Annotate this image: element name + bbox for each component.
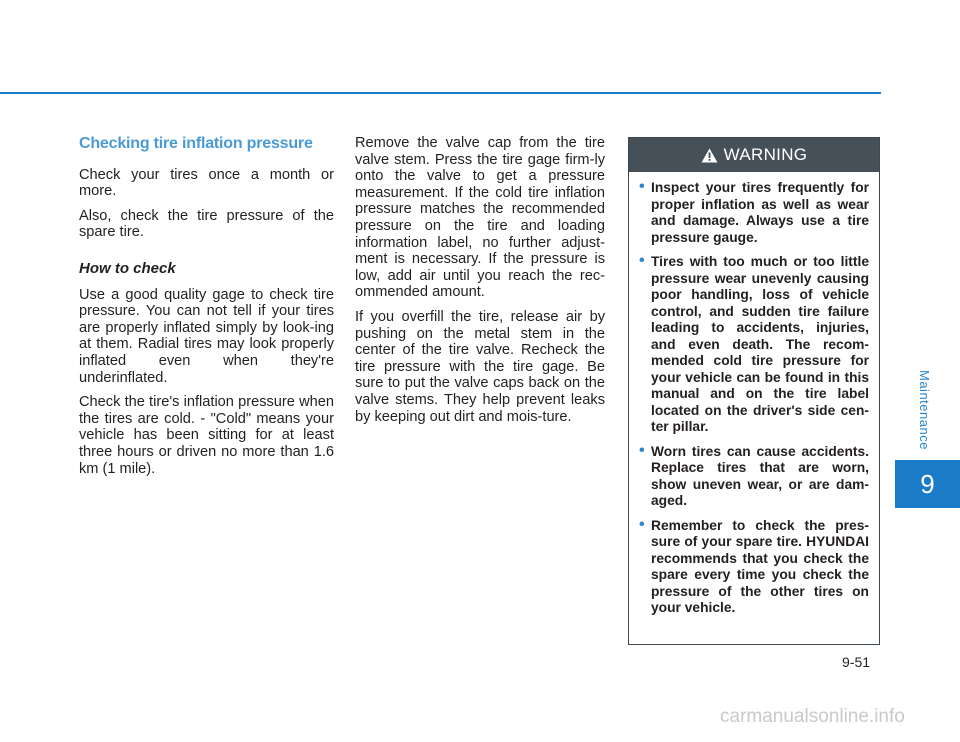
left-column (79, 136, 334, 485)
bullet-icon: • (639, 252, 645, 269)
header-rule (0, 92, 881, 94)
bullet-icon: • (639, 178, 645, 195)
warning-triangle-icon (701, 148, 718, 163)
paragraph: Also, check the tire pressure of the spare tire. (79, 207, 334, 241)
watermark: carmanualsonline.info (720, 706, 905, 727)
warning-title: WARNING (723, 145, 808, 164)
section-side-label: Maintenance (917, 370, 932, 450)
warning-item: • Inspect your tires frequently for proper inflation as well as wear and damage. Always use a tire pressure gauge. (639, 178, 869, 245)
bullet-icon: • (639, 515, 645, 533)
warning-box (628, 137, 880, 645)
warning-item: • Remember to check the pres-sure of your spare tire. HYUNDAI recommends that you check the spare every time you check the pressure of the other tires on your vehicle. (639, 515, 869, 615)
warning-item: • Tires with too much or too little pressure wear unevenly causing poor handling, loss of vehicle control, and sudden tire failure leading to accidents, injuries, and even death. The recom-mended cold tire pressure for your vehicle can be found in this manual and on the tire label located on the driver's side cen-ter pillar. (639, 252, 869, 434)
paragraph: Check your tires once a month or more. (79, 166, 334, 200)
bullet-icon: • (639, 441, 645, 459)
paragraph: If you overfill the tire, release air by pushing on the metal stem in the center of the tire valve. Recheck the tire pressure with the tire gage. Be sure to put the valve caps back on the valve stems. They help prevent leaks by keeping out dirt and mois-ture. (355, 308, 605, 425)
warning-item: • Worn tires can cause accidents. Replace tires that are worn, show uneven wear, or are dam-aged. (639, 441, 869, 508)
paragraph: Check the tire's inflation pressure when the tires are cold. - "Cold" means your vehicle has been sitting for at least three hours or driven no more than 1.6 km (1 mile). (79, 394, 334, 477)
paragraph: Remove the valve cap from the tire valve stem. Press the tire gage firm-ly onto the valve to get a pressure measurement. If the cold tire inflation pressure matches the recommended pressure on the tire and loading information label, no further adjust-ment is necessary. If the pressure is low, add air until you reach the rec-ommended amount. (355, 135, 605, 301)
chapter-tab: 9 (895, 460, 960, 508)
warning-header (629, 138, 879, 172)
subheading: How to check (79, 259, 176, 277)
paragraph: Use a good quality gage to check tire pressure. You can not tell if your tires are properly inflated simply by look-ing at them. Radial tires may look properly inflated even when they're underinflated. (79, 286, 334, 386)
middle-column (355, 135, 605, 433)
warning-list (639, 180, 869, 617)
page-number: 9-51 (842, 654, 871, 670)
section-heading: Checking tire inflation pressure (79, 135, 313, 152)
